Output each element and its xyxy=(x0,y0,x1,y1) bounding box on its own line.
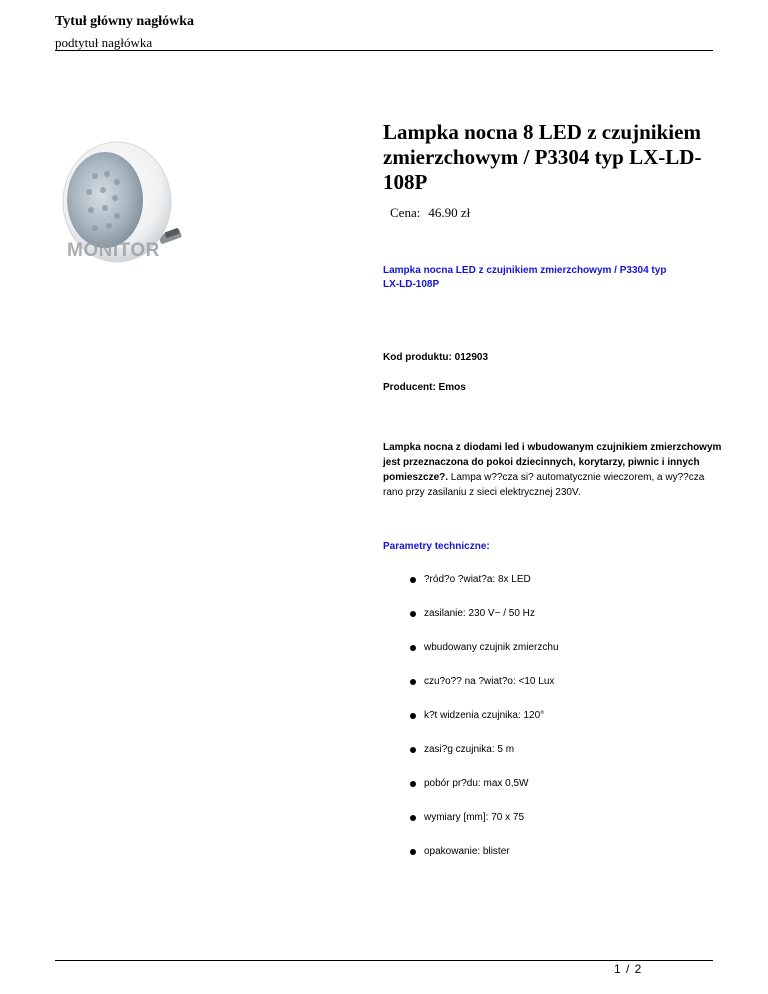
params-list xyxy=(410,573,559,879)
page-number: 1 / 2 xyxy=(614,962,643,976)
svg-text:MONITOR: MONITOR xyxy=(67,240,160,261)
bullet-icon xyxy=(410,713,416,719)
bullet-icon xyxy=(410,815,416,821)
product-title: Lampka nocna 8 LED z czujnikiem zmierzchowym / P3304 typ LX-LD-108P xyxy=(383,120,702,194)
product-link[interactable]: Lampka nocna LED z czujnikiem zmierzchowym / P3304 typ LX-LD-108P xyxy=(383,265,667,290)
price-value: 46.90 zł xyxy=(428,205,471,220)
price-label: Cena: xyxy=(390,205,421,220)
night-lamp-photo xyxy=(55,136,185,271)
description-rest: Lampa w??cza si? automatycznie wieczorem, a wy??cza rano przy zasilaniu z sieci elektrycznej 230V. xyxy=(383,472,705,498)
footer-divider xyxy=(55,960,713,961)
bullet-icon xyxy=(410,747,416,753)
param-text: pobór pr?du: max 0,5W xyxy=(424,778,529,789)
list-item xyxy=(410,709,559,743)
list-item xyxy=(410,743,559,777)
param-text: zasi?g czujnika: 5 m xyxy=(424,744,515,755)
param-text: opakowanie: blister xyxy=(424,846,510,857)
product-code: Kod produktu: 012903 xyxy=(383,352,489,363)
param-text: czu?o?? na ?wiat?o: <10 Lux xyxy=(424,676,555,687)
bullet-icon xyxy=(410,577,416,583)
product-producer: Producent: Emos xyxy=(383,382,466,393)
list-item xyxy=(410,573,559,607)
product-description xyxy=(383,440,723,500)
param-text: wymiary [mm]: 70 x 75 xyxy=(424,812,525,823)
header-title: Tytuł główny nagłówka xyxy=(55,14,194,29)
product-image xyxy=(55,136,185,271)
list-item xyxy=(410,675,559,709)
price-row xyxy=(390,205,470,221)
header-subtitle: podtytuł nagłówka xyxy=(55,35,153,50)
list-item xyxy=(410,777,559,811)
list-item xyxy=(410,641,559,675)
bullet-icon xyxy=(410,611,416,617)
list-item xyxy=(410,607,559,641)
bullet-icon xyxy=(410,849,416,855)
header-divider xyxy=(55,50,713,51)
param-text: k?t widzenia czujnika: 120° xyxy=(424,710,545,721)
param-text: zasilanie: 230 V~ / 50 Hz xyxy=(424,608,535,619)
description-lead: Lampka nocna z diodami led i wbudowanym czujnikiem zmierzchowym jest przeznaczona do pokoi dziecinnych, korytarzy, piwnic i innych pomieszcze?. xyxy=(383,442,722,483)
params-heading: Parametry techniczne: xyxy=(383,541,490,552)
bullet-icon xyxy=(410,645,416,651)
list-item xyxy=(410,811,559,845)
bullet-icon xyxy=(410,781,416,787)
param-text: wbudowany czujnik zmierzchu xyxy=(424,642,559,653)
bullet-icon xyxy=(410,679,416,685)
param-text: ?ród?o ?wiat?a: 8x LED xyxy=(424,574,531,585)
list-item xyxy=(410,845,559,879)
